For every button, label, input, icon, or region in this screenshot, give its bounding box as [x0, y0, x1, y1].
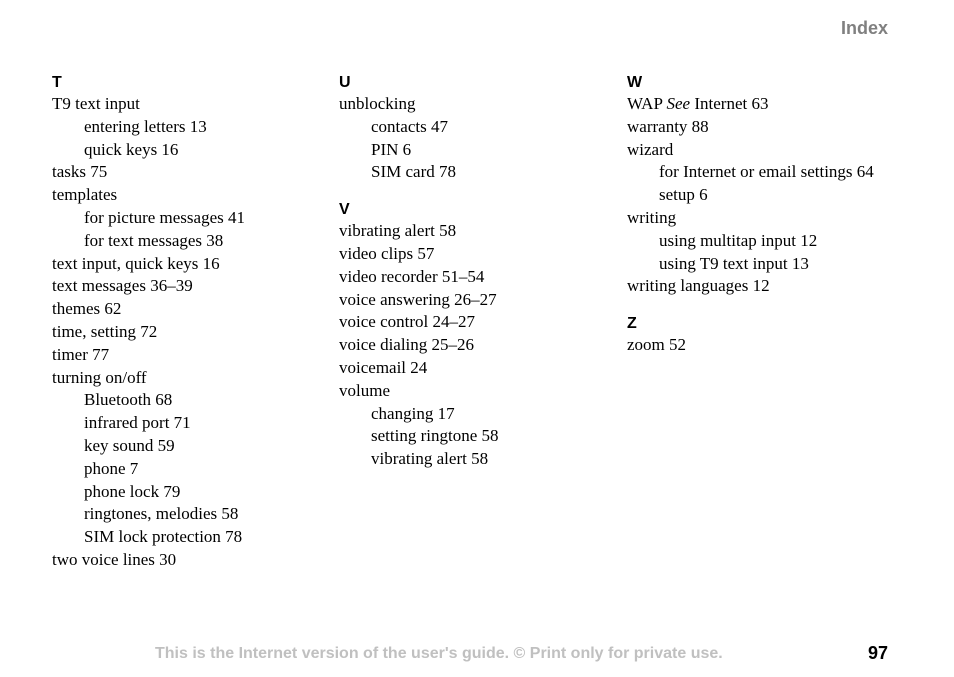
entry-see-reference: See	[666, 94, 691, 113]
index-subentry: for text messages 38	[84, 230, 224, 250]
index-section	[627, 314, 907, 357]
page-number: 97	[867, 643, 888, 663]
index-entry: voice answering 26–27	[339, 289, 497, 309]
index-subentry: SIM lock protection 78	[84, 527, 243, 547]
index-subentry: vibrating alert 58	[371, 449, 489, 469]
index-subentry: using T9 text input 13	[659, 253, 809, 273]
index-subentry: phone lock 79	[84, 481, 181, 501]
section-letter: Z	[627, 315, 637, 333]
index-entry: vibrating alert 58	[339, 221, 457, 241]
index-entry: templates	[52, 185, 118, 205]
index-entry: themes 62	[52, 299, 122, 319]
index-subentry: PIN 6	[371, 139, 412, 159]
index-entry: two voice lines 30	[52, 549, 177, 569]
index-section	[627, 73, 907, 298]
index-entry: text input, quick keys 16	[52, 253, 220, 273]
index-column-1	[52, 73, 332, 572]
index-subentry: for picture messages 41	[84, 207, 245, 227]
index-subentry: for Internet or email settings 64	[659, 162, 874, 182]
section-letter: U	[339, 74, 351, 91]
index-column-3	[627, 73, 907, 357]
index-subentry: changing 17	[371, 403, 455, 423]
index-subentry: Bluetooth 68	[84, 390, 173, 410]
index-entry: zoom 52	[627, 335, 687, 355]
index-subentry: infrared port 71	[84, 413, 191, 433]
index-subentry: SIM card 78	[371, 162, 456, 182]
index-entry: voice control 24–27	[339, 312, 475, 332]
index-subentry: setting ringtone 58	[371, 426, 499, 446]
index-section	[339, 200, 619, 471]
index-section	[52, 73, 332, 572]
index-entry: warranty 88	[627, 116, 709, 136]
section-letter: T	[52, 74, 62, 91]
index-entry: writing languages 12	[627, 276, 770, 296]
index-entry: turning on/off	[52, 367, 147, 387]
index-entry: unblocking	[339, 94, 416, 113]
index-section	[339, 73, 619, 184]
index-entry	[627, 93, 907, 116]
entry-text: WAP	[627, 94, 667, 113]
index-subentry: using multitap input 12	[659, 230, 818, 250]
index-subentry: contacts 47	[371, 116, 448, 136]
index-entry: time, setting 72	[52, 321, 158, 341]
index-entry: writing	[627, 207, 677, 227]
entry-text-rest: Internet 63	[690, 94, 769, 113]
index-entry: text messages 36–39	[52, 276, 193, 296]
index-subentry: entering letters 13	[84, 116, 207, 136]
index-entry: volume	[339, 380, 390, 400]
header-title: Index	[840, 18, 888, 38]
index-entry: timer 77	[52, 344, 110, 364]
index-entry: voicemail 24	[339, 357, 428, 377]
footer-notice: This is the Internet version of the user's guide. © Print only for private use.	[155, 645, 723, 662]
index-entry: wizard	[627, 139, 674, 159]
index-subentry: key sound 59	[84, 435, 175, 455]
index-entry: tasks 75	[52, 162, 108, 182]
index-entry: video recorder 51–54	[339, 266, 485, 286]
index-subentry: phone 7	[84, 458, 139, 478]
index-entry: T9 text input	[52, 94, 140, 113]
index-subentry: quick keys 16	[84, 139, 179, 159]
index-column-2	[339, 73, 619, 471]
section-letter: V	[339, 201, 350, 219]
index-entry: voice dialing 25–26	[339, 335, 475, 355]
index-subentry: ringtones, melodies 58	[84, 504, 239, 524]
section-letter: W	[627, 74, 643, 91]
index-subentry: setup 6	[659, 185, 708, 205]
index-entry: video clips 57	[339, 243, 435, 263]
